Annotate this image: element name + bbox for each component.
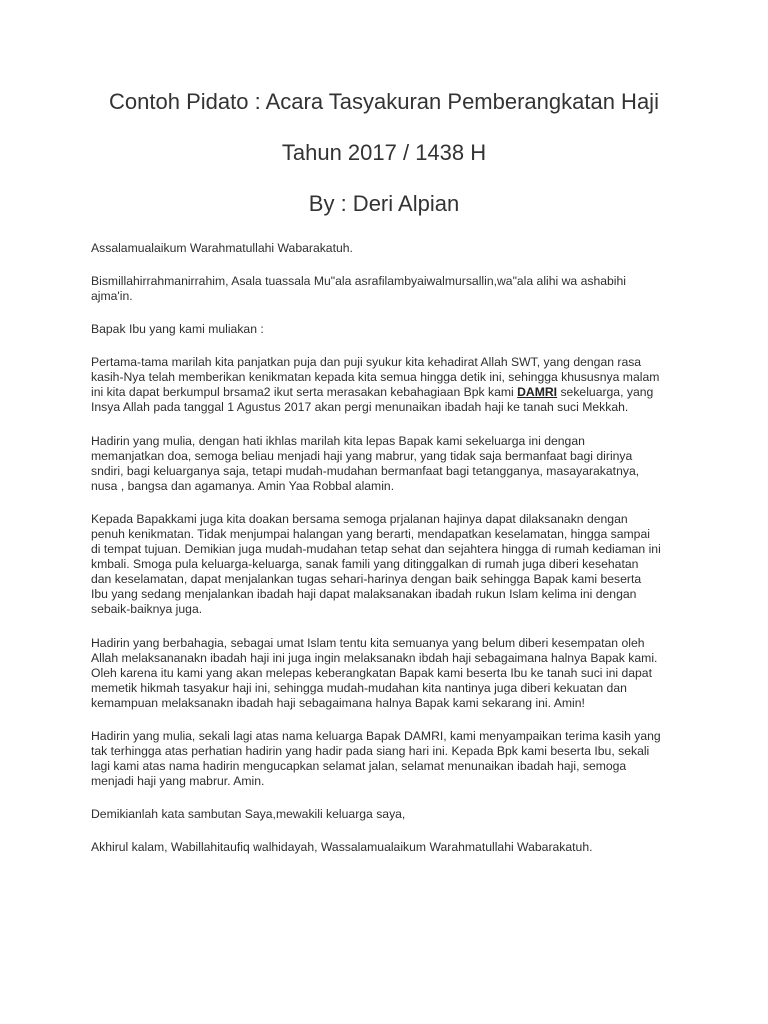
title-line-3: By : Deri Alpian: [308, 191, 460, 216]
text-line: Allah melaksananakn ibadah haji ini juga ingin melaksanakn ibdah haji sebagaimana halnya Bapak kami.: [91, 651, 658, 665]
text-line: memetik hikmah tasyakur haji ini, sehingga mudah-mudahan kita nantinya juga diberi kekuatan dan: [91, 681, 627, 695]
title-line-1: Contoh Pidato : Acara Tasyakuran Pemberangkatan Haji: [109, 89, 659, 114]
text-segment: sekeluarga, yang: [557, 385, 654, 399]
text-line: Kepada Bapakkami juga kita doakan bersama semoga prjalanan hajinya dapat dilaksanakn dengan: [91, 512, 628, 526]
paragraph-thanks: [91, 729, 691, 789]
text-line: Bismillahirrahmanirrahim, Asala tuassala Mu"ala asrafilambyaiwalmursallin,wa"ala alihi wa ashabihi: [91, 274, 626, 288]
paragraph-address: [91, 322, 691, 337]
text-line: ajma'in.: [91, 289, 133, 303]
text-line: Ibu yang sedang menjalankan ibadah haji dapat malaksanakan ibadah rukun Islam kelima ini dengan: [91, 587, 637, 601]
text-line: tak terhingga atas perhatian hadirin yang hadir pada siang hari ini. Kepada Bpk kami beserta Ibu, sekali: [91, 744, 650, 758]
text-line: kmbali. Smoga pula keluarga-keluarga, sanak famili yang ditinggalkan di rumah juga diberi kesehatan: [91, 557, 639, 571]
text-line: kasih-Nya telah memberikan kenikmatan kepada kita semua hingga detik ini, sehingga khususnya malam: [91, 370, 660, 384]
text-line: Hadirin yang mulia, dengan hati ikhlas marilah kita lepas Bapak kami sekeluarga ini dengan: [91, 434, 585, 448]
text-line: penuh kenikmatan. Tidak menjumpai halangan yang berarti, mendapatkan keselamatan, hingga sampai: [91, 527, 650, 541]
text-line: Pertama-tama marilah kita panjatkan puja dan puji syukur kita kehadirat Allah SWT, yang dengan rasa: [91, 355, 642, 369]
text-line-with-highlight: [91, 385, 691, 400]
title-line-2: Tahun 2017 / 1438 H: [281, 140, 487, 165]
text-line: Hadirin yang berbahagia, sebagai umat Islam tentu kita semuanya yang belum diberi kesempatan oleh: [91, 636, 645, 650]
paragraph-bismillah: [91, 274, 691, 304]
text-line: sebaik-baiknya juga.: [91, 602, 203, 616]
paragraph-journey: [91, 512, 691, 617]
text-line: Bapak Ibu yang kami muliakan :: [91, 322, 264, 336]
paragraph-prayer: [91, 434, 691, 494]
document-body: [91, 241, 691, 855]
paragraph-salam: [91, 840, 691, 855]
document-title: [0, 88, 768, 218]
text-line: dan keselamatan, dapat menjalankan tugas sehari-harinya dengan baik sehingga Bapak kami beserta: [91, 572, 642, 586]
text-line: Hadirin yang mulia, sekali lagi atas nama keluarga Bapak DAMRI, kami menyampaikan terima kasih yang: [91, 729, 661, 743]
text-line: Akhirul kalam, Wabillahitaufiq walhidayah, Wassalamualaikum Warahmatullahi Wabarakatuh.: [91, 840, 593, 854]
paragraph-closing-remark: [91, 807, 691, 822]
highlighted-name-link[interactable]: DAMRI: [517, 385, 558, 399]
text-line: sndiri, bagi keluarganya saja, tetapi mudah-mudahan bermanfaat bagi tetangganya, masayarakatnya,: [91, 464, 640, 478]
text-line: Demikianlah kata sambutan Saya,mewakili keluarga saya,: [91, 807, 406, 821]
text-line: nusa , bangsa dan agamanya. Amin Yaa Robbal alamin.: [91, 479, 395, 493]
text-line: Insya Allah pada tanggal 1 Agustus 2017 akan pergi menunaikan ibadah haji ke tanah suci Mekkah.: [91, 400, 629, 414]
text-line: Assalamualaikum Warahmatullahi Wabarakatuh.: [91, 241, 353, 255]
text-line: kemampuan melaksanakn ibadah haji sebagaimana halnya Bapak kami sekarang ini. Amin!: [91, 696, 585, 710]
paragraph-opening: [91, 355, 691, 415]
text-segment: ini kita dapat berkumpul brsama2 ikut serta merasakan kebahagiaan Bpk kami: [91, 385, 518, 399]
paragraph-hikmah: [91, 636, 691, 711]
text-line: Oleh karena itu kami yang akan melepas keberangkatan Bapak kami beserta Ibu ke tanah suci ini dapat: [91, 666, 652, 680]
text-line: memanjatkan doa, semoga beliau menjadi haji yang mabrur, yang tidak saja bermanfaat bagi dirinya: [91, 449, 633, 463]
text-line: menjadi haji yang mabrur. Amin.: [91, 774, 265, 788]
text-line: di tempat tujuan. Demikian juga mudah-mudahan tetap sehat dan sejahtera hingga di rumah kediaman ini: [91, 542, 661, 556]
paragraph-greeting: [91, 241, 691, 256]
text-line: lagi kami atas nama hadirin mengucapkan selamat jalan, selamat menunaikan ibadah haji, semoga: [91, 759, 627, 773]
